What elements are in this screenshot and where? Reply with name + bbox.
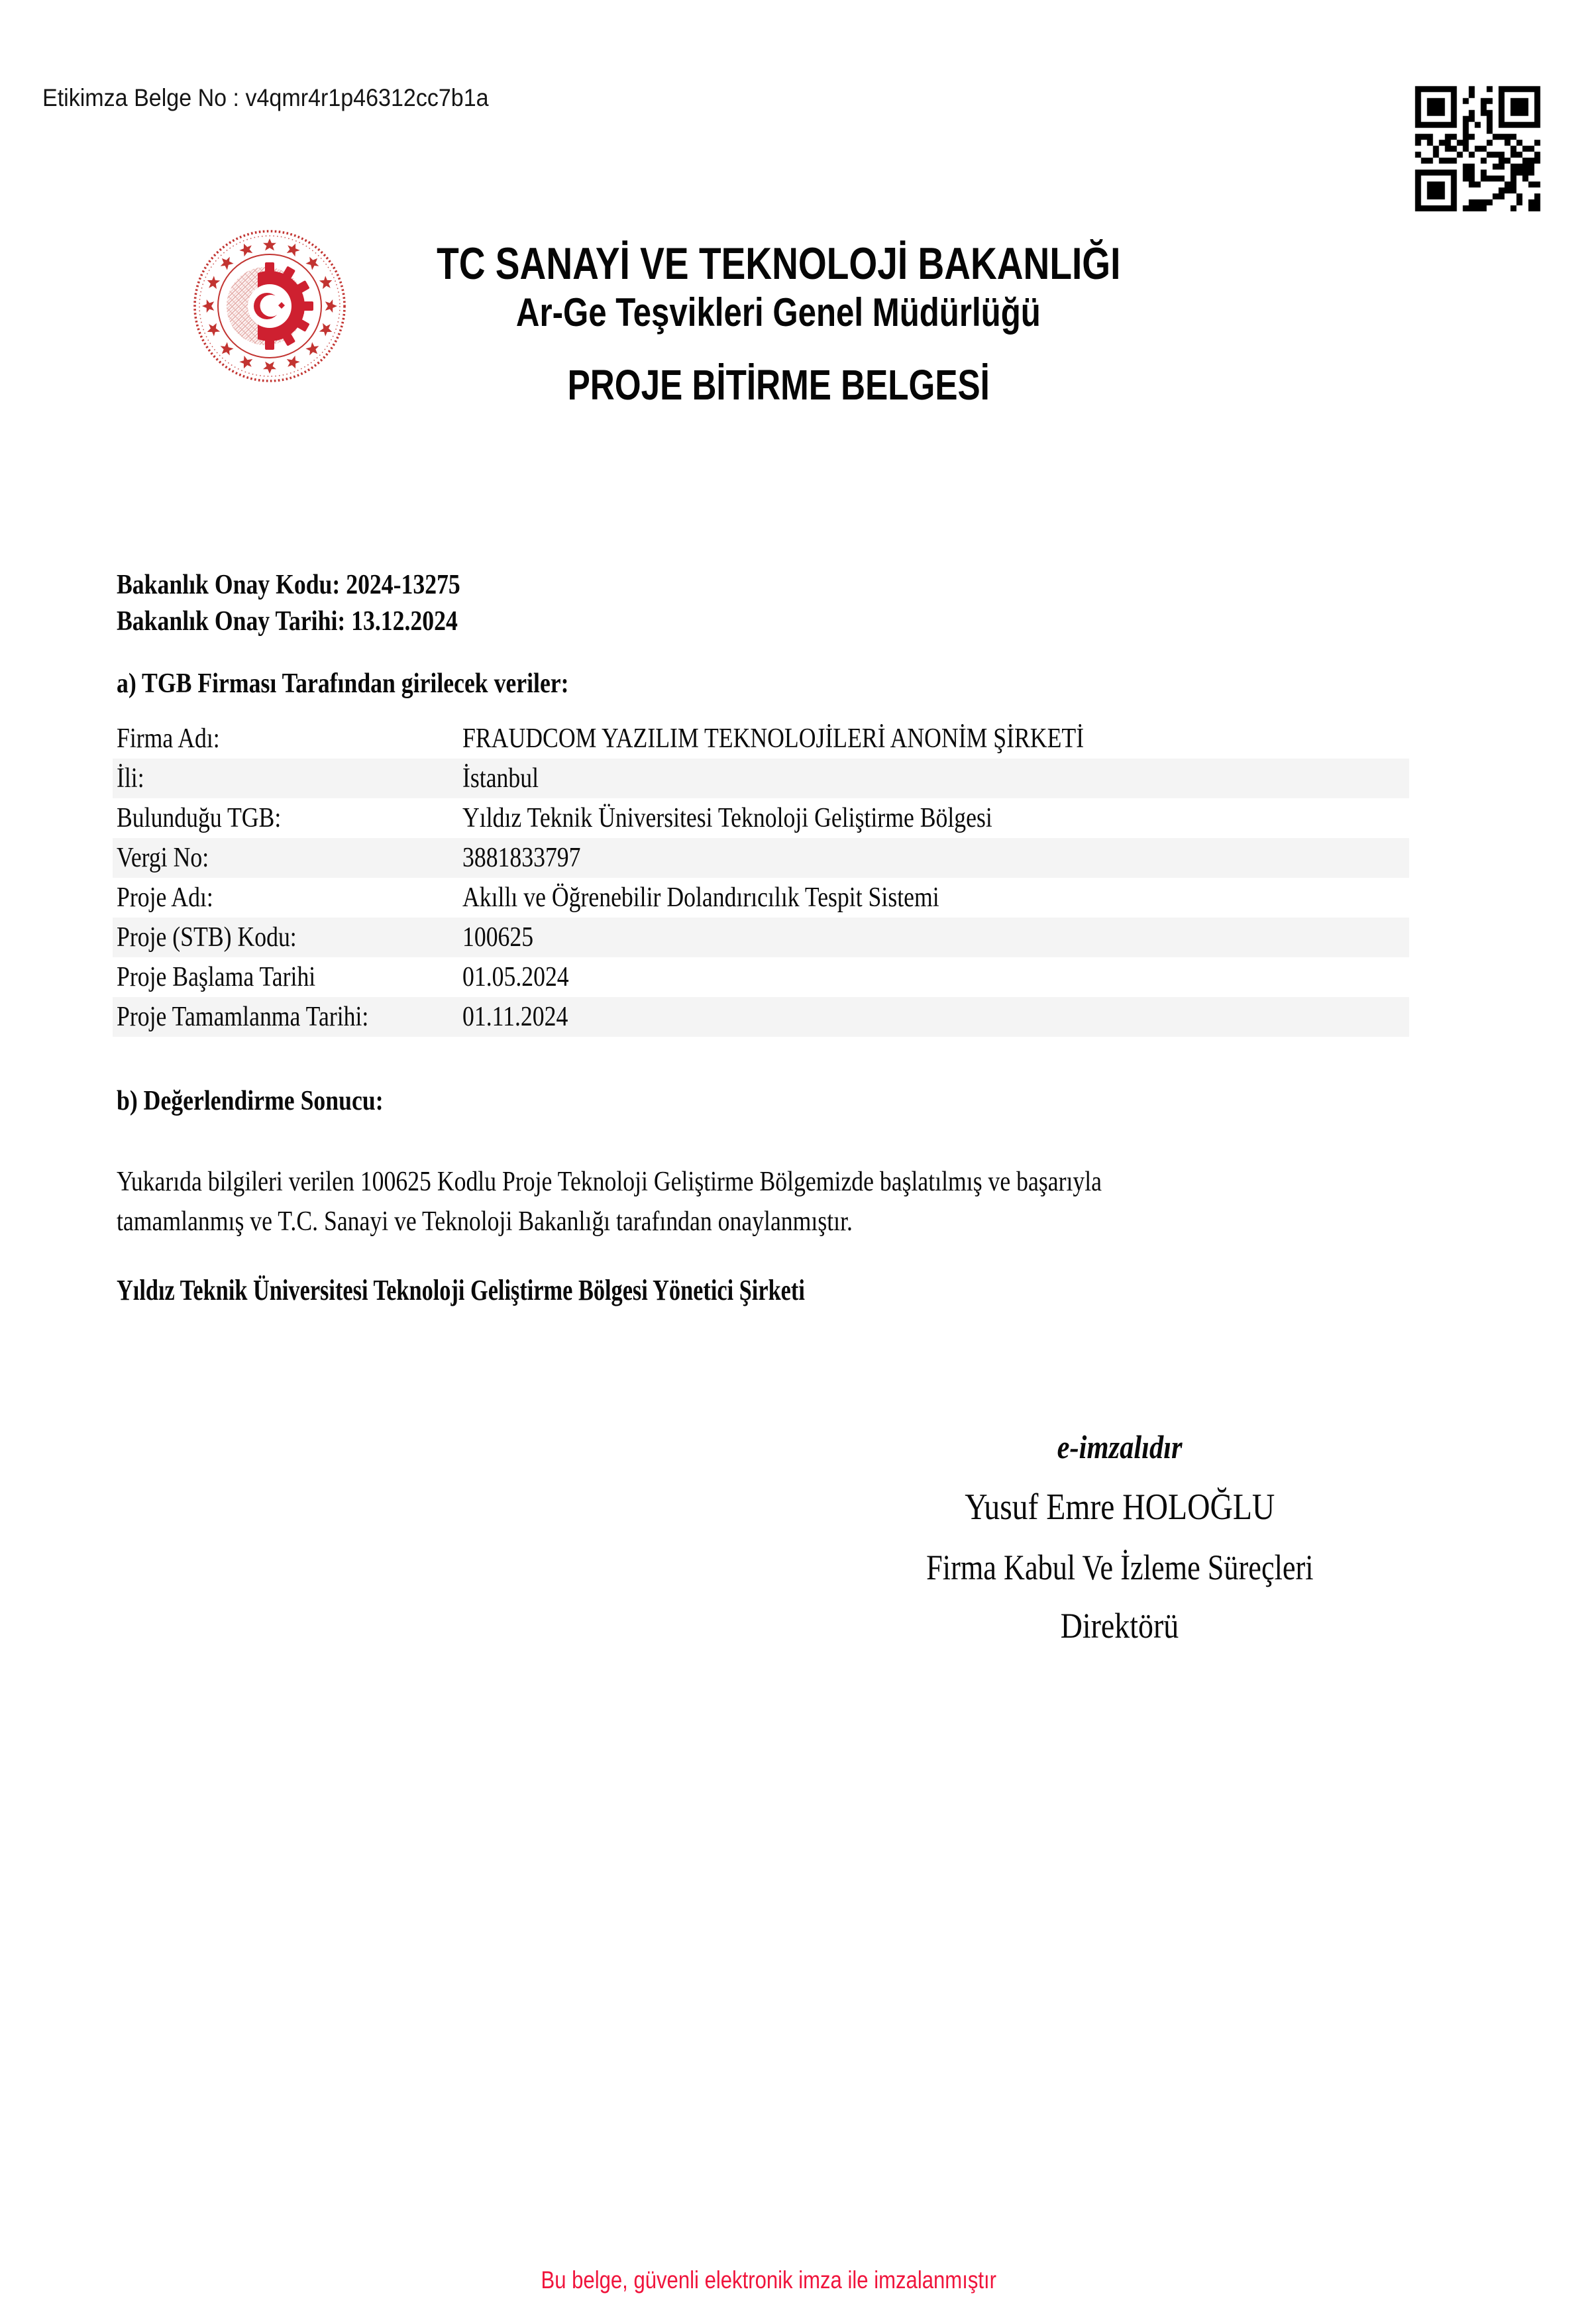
ministry-name	[232, 238, 1325, 289]
etiket-belge-no	[42, 83, 527, 113]
evaluation-paragraph	[117, 1162, 1275, 1241]
signatory-role-line1: Firma Kabul Ve İzleme Süreçleri	[926, 1548, 1314, 1587]
table-row	[113, 719, 1409, 759]
etiket-belge-no-text: Etikimza Belge No : v4qmr4r1p46312cc7b1a	[42, 84, 489, 111]
directorate-name-text: Ar-Ge Teşvikleri Genel Müdürlüğü	[516, 290, 1041, 335]
row-label: Proje Tamamlanma Tarihi:	[117, 1002, 369, 1032]
row-label: Vergi No:	[117, 843, 209, 873]
row-label: Firma Adı:	[117, 723, 220, 754]
row-label: Proje Başlama Tarihi	[117, 962, 316, 992]
row-value: 01.11.2024	[462, 1002, 568, 1032]
info-table	[113, 719, 1409, 1037]
footer-notice: Bu belge, güvenli elektronik imza ile imzalanmıştır	[541, 2266, 996, 2294]
paragraph-line: Yukarıda bilgileri verilen 100625 Kodlu Proje Teknoloji Geliştirme Bölgemizde başlatılmış ve başarıyla	[117, 1167, 1102, 1197]
ministry-name-text: TC SANAYİ VE TEKNOLOJİ BAKANLIĞI	[436, 238, 1121, 289]
section-a-heading: a) TGB Firması Tarafından girilecek veriler:	[117, 668, 569, 699]
row-label: Proje (STB) Kodu:	[117, 922, 297, 953]
table-row	[113, 918, 1409, 957]
table-row	[113, 838, 1409, 878]
row-value: Akıllı ve Öğrenebilir Dolandırıcılık Tespit Sistemi	[462, 882, 939, 913]
row-label: Bulunduğu TGB:	[117, 803, 282, 833]
managing-company-line: Yıldız Teknik Üniversitesi Teknoloji Geliştirme Bölgesi Yönetici Şirketi	[117, 1274, 805, 1306]
row-value: 100625	[462, 922, 534, 953]
row-value: Yıldız Teknik Üniversitesi Teknoloji Geliştirme Bölgesi	[462, 803, 992, 833]
esign-label: e-imzalıdır	[1057, 1428, 1183, 1465]
signature-block	[788, 1418, 1451, 1655]
row-label: İli:	[117, 763, 144, 794]
paragraph-line: tamamlanmış ve T.C. Sanayi ve Teknoloji Bakanlığı tarafından onaylanmıştır.	[117, 1206, 853, 1237]
row-label: Proje Adı:	[117, 882, 213, 913]
table-row	[113, 878, 1409, 918]
signatory-name: Yusuf Emre HOLOĞLU	[964, 1487, 1275, 1528]
approval-code-line: Bakanlık Onay Kodu: 2024-13275	[117, 570, 460, 600]
signatory-role-line2: Direktörü	[1060, 1606, 1179, 1646]
row-value: FRAUDCOM YAZILIM TEKNOLOJİLERİ ANONİM ŞİRKETİ	[462, 723, 1085, 754]
approval-block	[117, 567, 521, 640]
table-row	[113, 997, 1409, 1037]
table-row	[113, 759, 1409, 798]
qr-code-icon	[1413, 84, 1542, 213]
document-title	[232, 360, 1325, 409]
directorate-name	[232, 290, 1325, 335]
table-row	[113, 957, 1409, 997]
section-b-heading: b) Değerlendirme Sonucu:	[117, 1086, 384, 1116]
row-value: 01.05.2024	[462, 962, 569, 992]
row-value: 3881833797	[462, 843, 581, 873]
document-title-text: PROJE BİTİRME BELGESİ	[567, 361, 990, 409]
table-row	[113, 798, 1409, 838]
row-value: İstanbul	[462, 763, 539, 794]
approval-date-line: Bakanlık Onay Tarihi: 13.12.2024	[117, 606, 458, 637]
